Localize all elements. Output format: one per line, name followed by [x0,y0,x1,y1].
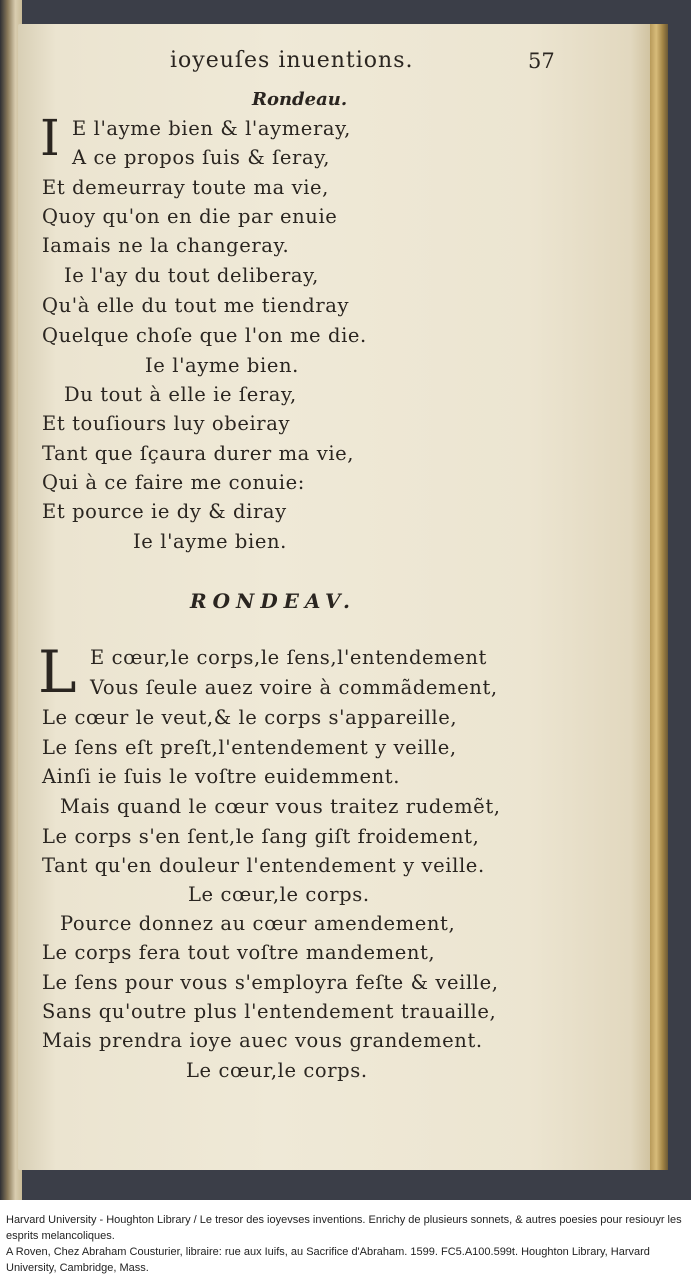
rondeau2-line: Pource donnez au cœur amendement, [60,912,456,935]
rondeau2-line: Le ſens eſt preſt,l'entendement y veille, [42,736,457,759]
rondeau1-line: Qu'à elle du tout me tiendray [42,294,350,317]
rondeau2-line: Mais prendra ioye auec vous grandement. [42,1029,483,1052]
rondeau2-line: Le ſens pour vous s'employra feſte & veille, [42,971,499,994]
rondeau1-line: Et pource ie dy & diray [42,500,287,523]
running-header: ioyeuſes inuentions. [170,48,414,73]
rondeau2-line: Tant qu'en douleur l'entendement y veille. [42,854,485,877]
rondeau1-line: A ce propos ſuis & ſeray, [72,146,331,169]
rondeau1-line: Quoy qu'on en die par enuie [42,205,338,228]
rondeau2-line: Mais quand le cœur vous traitez rudemẽt, [60,795,501,818]
rondeau1-line: Et touſiours luy obeiray [42,412,291,435]
rondeau2-line: Ainſi ie ſuis le voſtre euidemment. [42,765,401,788]
rondeau1-line: E l'ayme bien & l'aymeray, [72,117,351,140]
rondeau1-line: Tant que ſçaura durer ma vie, [42,442,355,465]
rondeau1-title: Rondeau. [252,89,348,110]
caption-line: A Roven, Chez Abraham Cousturier, libraire: rue aux Iuifs, au Sacrifice d'Abraham. 1599. FC5.A100.599t. Houghton Library, Harvard University, Cambridge, Mass. [6,1246,650,1274]
rondeau1-dropcap: I [40,109,60,167]
rondeau2-line: Le corps s'en ſent,le ſang giſt froidement, [42,825,480,848]
rondeau1-line: Ie l'ayme bien. [133,530,287,553]
rondeau2-title: RONDEAV. [190,589,356,613]
rondeau1-line: Qui à ce faire me conuie: [42,471,305,494]
rondeau1-line: Quelque choſe que l'on me die. [42,324,367,347]
rondeau2-dropcap: L [38,638,77,706]
page-number: 57 [528,49,555,73]
gilt-page-edge [650,24,668,1170]
rondeau1-line: Et demeurray toute ma vie, [42,176,329,199]
rondeau2-line: Le cœur,le corps. [186,1059,368,1082]
rondeau1-line: Ie l'ay du tout deliberay, [64,264,319,287]
rondeau2-line: Le cœur,le corps. [188,883,370,906]
rondeau2-line: Vous ſeule auez voire à commãdement, [90,676,498,699]
rondeau2-line: Sans qu'outre plus l'entendement trauaille, [42,1000,497,1023]
rondeau1-line: Iamais ne la changeray. [42,234,290,257]
rondeau2-line: E cœur,le corps,le ſens,l'entendement [90,646,487,669]
rondeau2-line: Le cœur le veut,& le corps s'appareille, [42,706,458,729]
rondeau2-line: Le corps fera tout voſtre mandement, [42,941,436,964]
library-caption [6,1212,686,1276]
rondeau1-line: Ie l'ayme bien. [145,354,299,377]
caption-line: Harvard University - Houghton Library / Le tresor des ioyevses inventions. Enrichy de plusieurs sonnets, & autres poesies pour resiouyr les esprits melancoliques. [6,1214,682,1242]
rondeau1-line: Du tout à elle ie ſeray, [64,383,297,406]
